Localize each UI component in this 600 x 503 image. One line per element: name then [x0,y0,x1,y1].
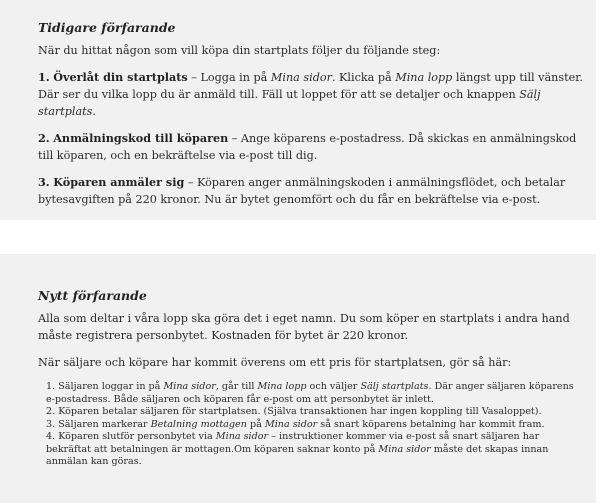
old-step-1-salj-startplats: Sälj startplats [38,88,541,118]
new-procedure-paragraph-1: Alla som deltar i våra lopp ska göra det i eget namn. Du som köper en startplats i andra hand måste registrera personbytet. Kostnaden för bytet är 220 kronor. [38,312,570,342]
list-item [46,419,584,432]
old-step-1-text: . Klicka på [331,71,396,84]
list-item-text: . Där anger säljaren köparens e-postadress. Både säljaren och köparen får e-post om att personbytet är inlett. [46,381,574,405]
old-procedure-intro: När du hittat någon som vill köpa din startplats följer du följande steg: [38,44,441,57]
old-step-1-text: . [92,105,96,118]
list-item-text: och väljer [306,381,361,392]
old-step-2 [38,130,584,164]
new-procedure-heading: Nytt förfarande [38,288,147,303]
list-item [46,381,584,406]
old-step-1-text: – Logga in på [187,71,271,84]
old-step-2-number: 2. [38,131,50,145]
old-step-3-title: Köparen anmäler sig [53,175,185,189]
old-step-2-text: – Ange köparens e-postadress. Då skickas en anmälningskod till köparen, och en bekräftelse via e-post till dig. [38,132,577,162]
list-item-text: måste det skapas innan anmälan kan göras. [46,443,549,467]
betalning-mottagen-text: Betalning mottagen [150,418,247,430]
list-item-number: 3. [46,418,56,430]
salj-startplats-text: Sälj startplats [360,381,429,392]
old-step-1 [38,69,584,120]
link-mina-sidor: Mina sidor [378,443,431,455]
old-step-1-title: Överlåt din startplats [53,70,188,84]
link-mina-lopp: Mina lopp [257,381,307,392]
list-item-text: , går till [215,381,258,392]
old-procedure-box [0,0,596,220]
list-item-text: – instruktioner kommer via e-post så snart säljaren har bekräftat att betalningen är mottagen.Om köparen saknar konto på [46,431,540,455]
old-step-1-number: 1. [38,70,50,84]
old-step-1-text: längst upp till vänster. Där ser du vilka lopp du är anmäld till. Fäll ut loppet för att se detaljer och knappen [38,71,583,101]
list-item-text: Köparen betalar säljaren för startplatsen. (Själva transaktionen har ingen koppling till Vasaloppet). [58,406,542,417]
list-item-text: Säljaren markerar [58,418,151,430]
old-step-1-link-mina-sidor: Mina sidor [270,71,332,84]
list-item-text: så snart köparens betalning har kommit fram. [317,418,545,430]
list-item-number: 2. [46,406,56,417]
old-step-1-link-mina-lopp: Mina lopp [395,71,453,84]
old-step-3-text: – Köparen anger anmälningskoden i anmälningsflödet, och betalar bytesavgiften på 220 kronor. Nu är bytet genomfört och du får en bekräftelse via e-post. [38,176,566,206]
link-mina-sidor: Mina sidor [163,381,216,392]
new-procedure-list [38,381,584,469]
old-step-3-number: 3. [38,175,50,189]
list-item-text: Köparen slutför personbytet via [58,431,216,442]
list-item-text: Säljaren loggar in på [58,381,164,392]
list-item [46,431,584,469]
old-step-2-title: Anmälningskod till köparen [53,131,229,145]
list-item-text: på [246,418,265,430]
list-item [46,406,584,419]
link-mina-sidor: Mina sidor [264,418,318,430]
link-mina-sidor: Mina sidor [215,431,269,442]
list-item-number: 1. [46,381,56,392]
new-procedure-paragraph-2: När säljare och köpare har kommit överens om ett pris för startplatsen, gör så här: [38,356,512,369]
list-item-number: 4. [46,431,56,442]
new-procedure-box [0,254,596,503]
old-procedure-heading: Tidigare förfarande [38,20,176,35]
old-step-3 [38,174,584,208]
